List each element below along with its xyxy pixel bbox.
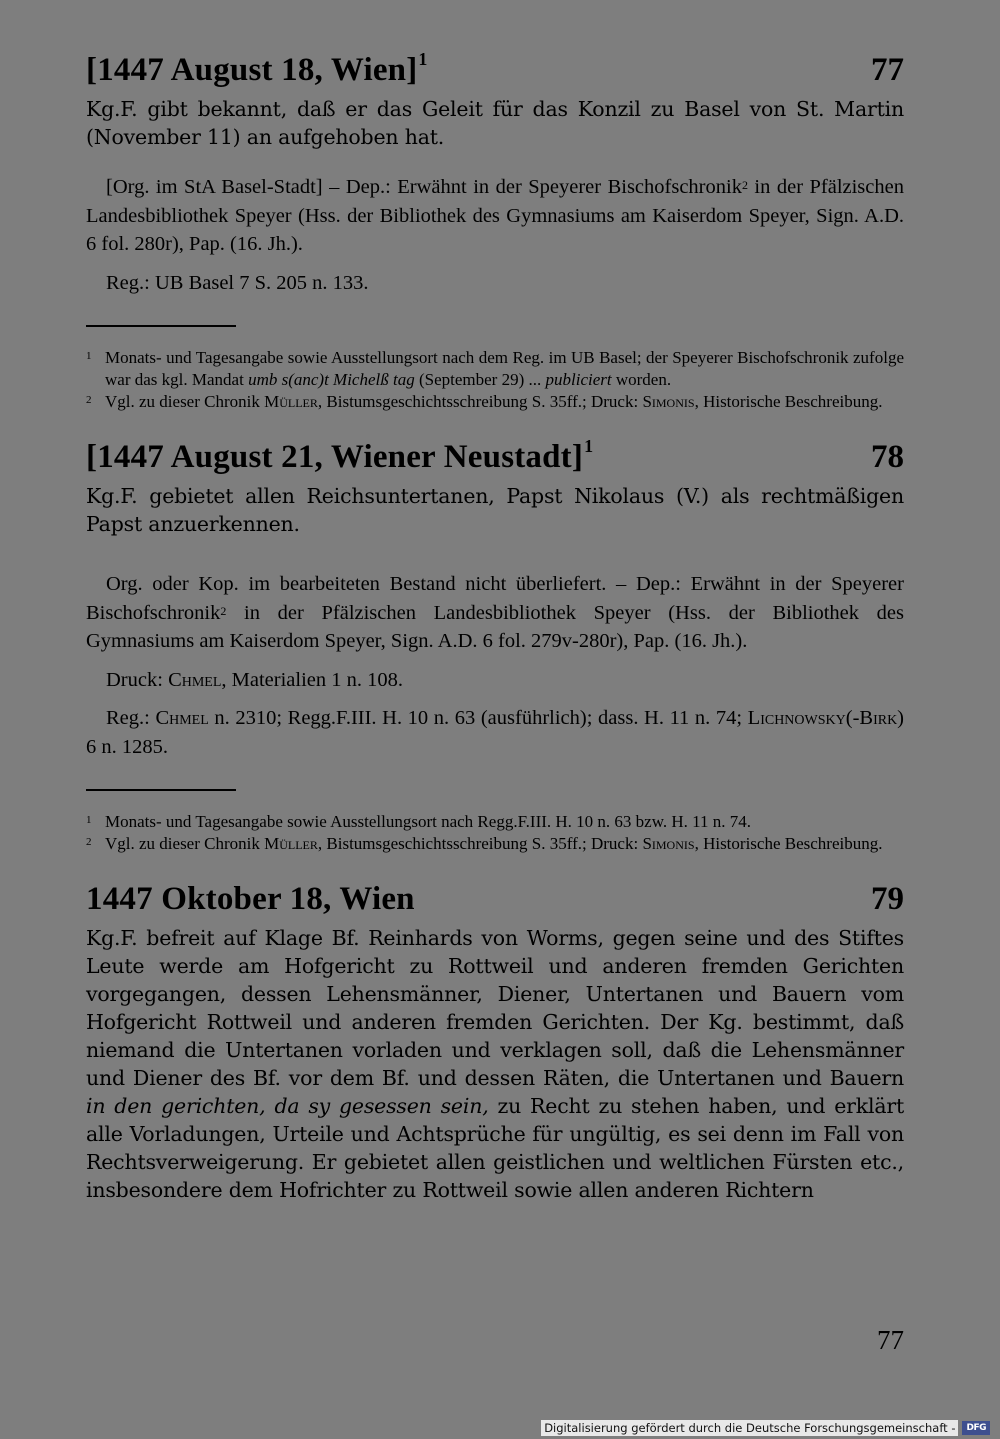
source-paragraph [86,173,904,259]
entry-title: 1447 Oktober 18, Wien [86,881,415,917]
entry-spacer [86,413,904,439]
author-name: Müller [264,834,318,853]
footnote [86,347,904,391]
entry-spacer [86,855,904,881]
source-text: in der Pfälzischen Landesbibliothek Speyer (Hss. der Bibliothek des Gymnasiums am Kaiserdom Speyer, Sign. A.D. 6 fol. 280r), Pap. (16. Jh.). [86,176,904,255]
source-paragraph [86,570,904,656]
footnote-quote: umb s(anc)t Michelß tag [248,370,415,389]
footnote-mark: 2 [86,394,92,406]
author-name: Chmel [168,668,222,691]
footnote-text-part: , Historische Beschreibung. [694,392,883,411]
entry-title-text: [1447 August 21, Wiener Neustadt] [86,439,584,475]
entry-79 [86,881,904,1204]
footnote-text [105,391,904,413]
footnote-ref: 1 [418,49,428,69]
footnote [86,391,904,413]
reg-text: 6 n. 1285. [86,735,168,758]
entry-heading [86,881,904,918]
entry-title [86,49,428,89]
footnote-quote: publiciert [545,370,612,389]
entry-77 [86,49,904,413]
source-text: [Org. im StA Basel-Stadt] – Dep.: Erwähnt in der Speyerer Bischofschronik [106,176,742,198]
druck-label: Druck: [106,668,169,691]
footnote-text [105,833,904,855]
entry-title [86,436,594,476]
footnote-mark: 1 [86,350,92,362]
reg-text: n. 2310; Regg.F.III. H. 10 n. 63 (ausführlich); dass. H. 11 n. 74; [208,707,748,729]
footnote-text-part: (September 29) ... [414,370,546,389]
entry-number: 77 [871,52,904,88]
source-text: Org. oder Kop. im bearbeiteten Bestand nicht überliefert. – Dep.: Erwähnt in der Speyerer Bischofschronik [86,573,904,624]
entry-78 [86,436,905,855]
footnote-divider [86,789,236,791]
summary-text: zu Recht zu stehen haben, und erklärt alle Vorladungen, Urteile und Achtsprüche für ungültig, es sei denn im Fall von Rechtsverweigerung. Er gebietet allen geistlichen und weltlichen Fürsten etc., insbesondere dem Hofrichter zu Rottweil sowie allen anderen Richtern [86,1094,904,1202]
footnote-text-part: , Bistumsgeschichtsschreibung S. 35ff.; Druck: [317,834,643,853]
footnote-text-part: Vgl. zu dieser Chronik [105,834,265,853]
entry-heading [86,436,904,476]
footnote-text-part: , Bistumsgeschichtsschreibung S. 35ff.; Druck: [317,392,643,411]
source-text: in der Pfälzischen Landesbibliothek Speyer (Hss. der Bibliothek des Gymnasiums am Kaiserdom Speyer, Sign. A.D. 6 fol. 279v-280r), Pap. (16. Jh.). [86,601,904,652]
summary-text: Kg.F. befreit auf Klage Bf. Reinhards von Worms, gegen seine und des Stiftes Leute werde am Hofgericht zu Rottweil und anderen fremden Gerichten vorgegangen, dessen Lehensmänner, Diener, Untertanen und Bauern vom Hofgericht Rottweil und anderen fremden Gerichten. Der Kg. bestimmt, daß niemand die Untertanen vorladen und verklagen soll, daß die Lehensmänner und Diener des Bf. vor dem Bf. und dessen Räten, die Untertanen und Bauern [86,926,904,1090]
druck-text: , Materialien 1 n. 108. [221,668,404,691]
author-name: Chmel [155,707,209,729]
footnote-text: Monats- und Tagesangabe sowie Ausstellungsort nach Regg.F.III. H. 10 n. 63 bzw. H. 11 n. 74. [105,812,752,831]
footnote-text [105,347,904,391]
summary-quote: in den gerichten, da sy gesessen sein, [86,1094,489,1118]
page-number: 77 [877,1325,904,1355]
druck-paragraph [86,666,904,695]
entry-title-text: [1447 August 18, Wien] [86,52,418,88]
entry-number: 78 [871,439,904,475]
reg-label: Reg.: [106,707,156,729]
footnote-mark: 1 [86,814,92,826]
footnote [86,811,904,833]
footnote-text-part: worden. [611,370,672,389]
footnote-mark: 2 [86,836,92,848]
footnote-ref: 1 [584,436,594,456]
footnote-text-part: Monats- und Tagesangabe sowie Ausstellungsort nach dem Reg. im UB Basel; der Speyerer Bischofschronik zufolge war das kgl. Mandat [105,348,904,389]
entry-summary: Kg.F. gebietet allen Reichsuntertanen, Papst Nikolaus (V.) als rechtmäßigen Papst anzuerkennen. [86,484,904,536]
author-name: Simonis [642,392,695,411]
digitization-credit [541,1420,990,1436]
credit-text: Digitalisierung gefördert durch die Deutsche Forschungsgemeinschaft - [541,1420,958,1436]
author-name: Simonis [642,834,695,853]
regest-paragraph: Reg.: UB Basel 7 S. 205 n. 133. [106,271,369,294]
footnote-divider [86,325,236,327]
regest-paragraph [86,704,904,761]
author-name: Müller [264,392,318,411]
document-page [86,49,905,1204]
dfg-logo-icon: DFG [962,1421,990,1435]
author-name: Lichnowsky(-Birk) [747,707,905,729]
footnote-ref: 2 [220,603,227,618]
footnote-text-part: Vgl. zu dieser Chronik [105,392,265,411]
entry-summary [86,924,904,1204]
entry-heading [86,49,904,89]
footnote-text-part: , Historische Beschreibung. [694,834,883,853]
footnote [86,833,904,855]
entry-number: 79 [871,881,904,917]
footnote-ref: 2 [741,178,748,192]
entry-summary: Kg.F. gibt bekannt, daß er das Geleit für das Konzil zu Basel von St. Martin (November 11) an aufgehoben hat. [86,97,904,149]
